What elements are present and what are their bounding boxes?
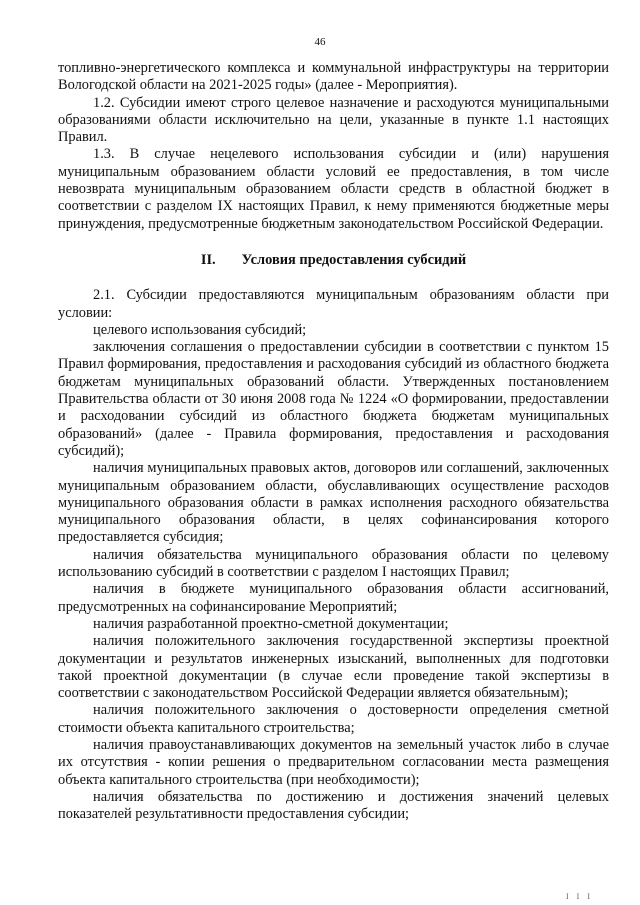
- paragraph-2-1: 2.1. Субсидии предоставляются муниципальным образованиям области при условии:: [58, 287, 609, 321]
- condition-item: целевого использования субсидий;: [93, 321, 307, 338]
- condition-item: наличия положительного заключения государственной экспертизы проектной документации и результатов инженерных изысканий, выполненных для подготовки такой проектной документации (в случае если проведение такой экспертизы в соответствии с законодательством Российской Федерации является обязательным);: [58, 633, 609, 702]
- paragraph-continuation: топливно-энергетического комплекса и коммунальной инфраструктуры на территории Вологодской области на 2021-2025 годы» (далее - Мероприятия).: [58, 60, 609, 94]
- condition-item: наличия разработанной проектно-сметной документации;: [93, 615, 449, 632]
- section-heading: [58, 252, 609, 269]
- section-number: II.: [200, 251, 216, 268]
- scan-marks: I I I: [566, 892, 593, 901]
- condition-item: наличия положительного заключения о достоверности определения сметной стоимости объекта капитального строительства;: [58, 702, 609, 736]
- condition-item: наличия обязательства по достижению и достижения значений целевых показателей результативности предоставления субсидии;: [58, 788, 609, 823]
- condition-item: наличия в бюджете муниципального образования области ассигнований, предусмотренных на софинансирование Мероприятий;: [58, 581, 609, 615]
- page-number: 46: [314, 36, 326, 48]
- condition-item: наличия муниципальных правовых актов, договоров или соглашений, заключенных муниципальным образованием области, обуславливающих осуществление расходов муниципального образования области в рамках исполнения расходного обязательства муниципального образования области, в целях софинансирования которого предоставляется субсидия;: [58, 460, 609, 546]
- document-body: [58, 60, 609, 823]
- section-title: Условия предоставления субсидий: [241, 251, 467, 268]
- condition-item: наличия правоустанавливающих документов на земельный участок либо в случае их отсутствия - копии решения о предварительном согласовании места размещения объекта капитального строительства (при необходимости);: [58, 736, 609, 788]
- paragraph-1-3: 1.3. В случае нецелевого использования субсидии и (или) нарушения муниципальным образованием области условий ее предоставления, в том числе невозврата муниципальным образованием области средств в областной бюджет в соответствии с разделом IX настоящих Правил, к нему применяются бюджетные меры принуждения, предусмотренные бюджетным законодательством Российской Федерации.: [58, 146, 609, 232]
- condition-item: наличия обязательства муниципального образования области по целевому использованию субсидий в соответствии с разделом I настоящих Правил;: [58, 546, 609, 581]
- paragraph-1-2: 1.2. Субсидии имеют строго целевое назначение и расходуются муниципальными образованиями области исключительно на цели, указанные в пункте 1.1 настоящих Правил.: [58, 94, 609, 146]
- condition-item: заключения соглашения о предоставлении субсидии в соответствии с пунктом 15 Правил формирования, предоставления и расходования субсидий из областного бюджета бюджетам муниципальных образований области. Утвержденных постановлением Правительства области от 30 июня 2008 года № 1224 «О формировании, предоставлении и расходовании субсидий из областного бюджета бюджетам муниципальных образований» (далее - Правила формирования, предоставления и расходования субсидий);: [58, 339, 609, 459]
